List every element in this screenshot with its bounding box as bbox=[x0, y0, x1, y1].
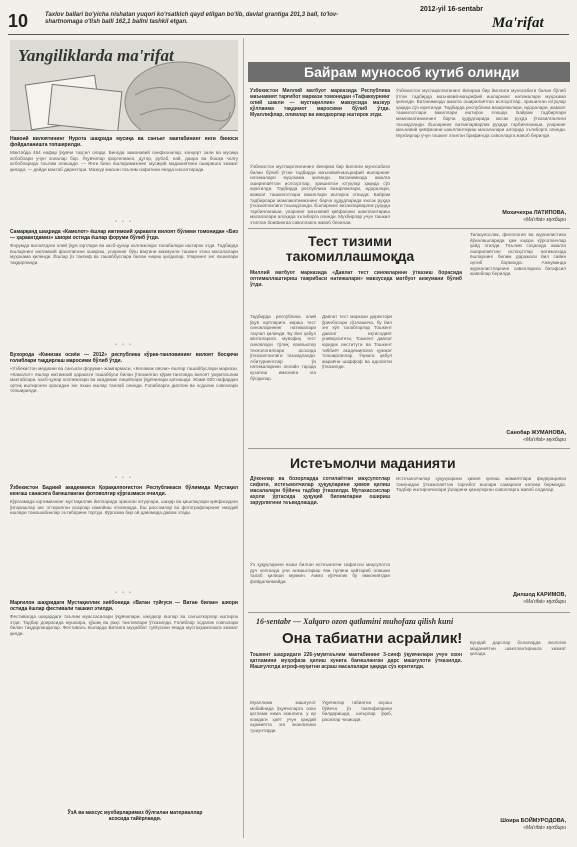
sidebar-logo bbox=[10, 40, 238, 131]
separator-stars: • • • bbox=[115, 591, 133, 596]
section-divider bbox=[248, 228, 570, 229]
article-byline: Шоира БОЙМУРОДОВА, bbox=[500, 818, 566, 824]
sidebar-item-title: Ўзбекистон Бадиий академияси Қорақалпоғистон Республикаси бўлимида Мустақил кенгаш санасига бағишланган фотоволгир кўргазмаси очилди. bbox=[10, 485, 238, 497]
sidebar-item-body: Фестивалда шаҳардаги таълим муассасалари ўқувчилари, ижодкор ёшлар ва санъаткорлар иштирок этди. Тадбир доирасида мушоира, қўшиқ ва рақс танловлари ўтказилди. Ғолиблар эсдалик совғалари билан тақдирландилар. Фестиваль ёшларда Ватанга муҳаббат туйғусини янада мустаҳкамлашга хизмат қилди. bbox=[10, 614, 238, 636]
sidebar-item-title: Навоий вилоятининг Нурота шаҳрида мусиқа ва санъат мактабининг янги биноси фойдаланишга топширилди. bbox=[10, 136, 238, 148]
article-body: Давлат тест маркази директори ўринбосари сўзлашича, бу йил энг кўп талабгорлар Тошкент давлат иқтисодиёт университети, Тошкент давлат юридик институти ва Тошкент тиббиёт академиясига ҳужжат топширганлар. Ўқишга қабул жараёни шаффоф ва адолатли ўтказилди. bbox=[322, 314, 392, 370]
sidebar-item-body: Форумда вилоятдаги олий ўқув юртлари ва касб-ҳунар коллежлари талабалари иштирок этди. Тадбирда ёшларнинг ижтимоий фаоллигини ошириш, уларнинг бўш вақтини мазмунли ташкил этиш масалалари муҳокама қилинди. Ёшлар ўз таклиф ва ташаббуслари билан чиқиш қилдилар. Уларнинг энг яхшилари тақдирланди. bbox=[10, 243, 238, 265]
newspaper-title: Ma'rifat bbox=[492, 15, 544, 31]
sidebar-item-title: Бухорода «Кинизак осиёи — 2012» республика кўрик-танловининг вилоят босқичи ғолиблари тақдирлаш маросими бўлиб ўтди. bbox=[10, 352, 238, 364]
article-body: Муаллима машғулот мобайнида ўқувчиларга озон қатлами нима эканлиги, у ер юзидаги ҳаёт учун қандай аҳамиятга эга эканлигини тушунтирди. bbox=[250, 700, 316, 733]
header-notice: Taxlov ballari bo'yicha nishatan yuqori ko'rsatkich qayd etilgan bo'lib, davlat grantiga 201,3 ball, to'lov-shartnomaga o'tish balli 162,1 ballni tashkil etgan. bbox=[45, 12, 339, 25]
sidebar-item-title: Марғилон шаҳридаги Мустақиллик хиёбонида «Ватан туйғуси — Ватан билан» шиори остида ёшлар фестивали ташкил этилди. bbox=[10, 600, 238, 612]
sidebar-logo-text: Yangiliklarda ma'rifat bbox=[18, 46, 174, 65]
issue-date: 2012-yil 16-sentabr bbox=[420, 6, 484, 13]
article-body: Ўқувчилар табиатни асраш бўйича ўз таклифларини билдиришди, шеърлар ўқиб, расмлар чизишди. bbox=[322, 700, 392, 722]
article-body: Ўз ҳуқуқларини яхши билган истеъмолчи сифатсиз маҳсулотга дуч келганда уни алмаштириш ёки пулини қайтариб олишни талаб қилиши мумкин. Аммо кўпчилик бу имкониятдан фойдаланмайди. bbox=[250, 562, 390, 584]
sidebar-item bbox=[10, 136, 238, 220]
sidebar-footer-note: ЎзА ва махсус мухбирларимиз бўлгилан материаллар асосида тайёрланди. bbox=[67, 810, 203, 822]
sidebar-item-body: Мактабда 464 нафар ўқувчи таҳсил олади. Бинода замонавий синфхоналар, концерт зали ва мусиқа асбоблари учун хоналар бор. Ўқувчилар фортепиано, дутор, рубоб, най, доира ва бошқа чолғу асбобларида таълим олишади. — Янги бино ёшларимизнинг мусиқий маданиятини оширишга хизмат қилади, — дейди мактаб директори. Мазкур маскан таълим сифатини янада юксалтиради. bbox=[10, 150, 238, 172]
sidebar-item-body: «Ўзбекистон медиани ва санъати форуми» жамғармаси, «Келажак овози» ёшлар ташаббуслари маркази, «Камолот» ёшлар ижтимоий ҳаракати ташаббуси билан ўтказилган кўрик-танловда вилоят умумтаълим мактаблари, касб-ҳунар коллежлари ва академик лицейлари ўқувчилари қатнашди. Жами 600 нафардан ортиқ иштирокчи орасидан энг яхши ишлар танлаб олинди. Ғолибларга диплом ва эсдалик совғалари топширилди. bbox=[10, 366, 238, 394]
sidebar-item bbox=[10, 229, 238, 343]
article-byline-sub: «Ma'rifat» мухбири bbox=[523, 437, 566, 443]
section-divider bbox=[248, 448, 570, 449]
page-number: 10 bbox=[8, 11, 29, 31]
sidebar-item bbox=[10, 600, 238, 698]
article-headline: Истеъмолчи маданияти bbox=[290, 455, 456, 471]
article-byline: Дилшод КАРИМОВ, bbox=[513, 592, 566, 598]
article-byline: Санобар ЖУМАНОВА, bbox=[506, 430, 566, 436]
header-divider bbox=[8, 34, 569, 35]
separator-stars: • • • bbox=[115, 220, 133, 225]
article-lead: Тошкент шаҳридаги 226-умумтаълим мактабининг 3-синф ўқувчилари учун озон қатламини муҳофаза қилиш кунига бағишланган дарс машғулоти ўтказилди. Машғулотда атроф-муҳитни асраш масалалари ҳақида сўз юритилди. bbox=[250, 652, 462, 670]
sidebar-item bbox=[10, 352, 238, 476]
article-byline-sub: «Ma'rifat» мухбири bbox=[523, 599, 566, 605]
article-headline: Байрам мунособ кутиб олинди bbox=[304, 64, 520, 80]
article-body: Ўзбекистон мустақиллигининг йигирма бир йиллиги муносабати билан бўлиб ўтган тадбирда маънавий-маърифий ишларнинг натижалари муҳокама қилинди. Ватанимизда амалга оширилаётган ислоҳотлар, эришилган ютуқлар ҳақида сўз юритилди. Тадбирда республика вазирликлари, идоралари, жамоат ташкилотлари вакиллари иштирок этишди. Байрам тадбирлари мамлакатимизнинг барча ҳудудларида юксак руҳда ўтказилганлиги таъкидланди. Ёшларнинг ватанпарварлик руҳида тарбияланиши, уларнинг маънавий қиёфасини шакллантириш масалалари алоҳида эътиборга олинди. Мухбирлар учун ташкил этилган брифингда саволларга жавоб берилди. bbox=[250, 164, 390, 224]
article-banner bbox=[248, 62, 570, 82]
article-byline-sub: «Ma'rifat» мухбири bbox=[523, 825, 566, 831]
article-kicker: 16-sentabr — Xalqaro ozon qatlamini muhofaza qilish kuni bbox=[256, 617, 454, 626]
article-lead: Дўконлар ва бозорларда сотилаётган маҳсулотлар сифати, истеъмолчилар ҳуқуқларини ҳимоя қилиш масалалари бўйича тадбир ўтказилди. Мутахассислар аҳоли ўртасида ҳуқуқий билимларни ошириш зарурлигини таъкидлашди. bbox=[250, 476, 390, 506]
section-divider bbox=[248, 612, 570, 613]
sidebar-news-list bbox=[10, 136, 238, 698]
article-headline: Она табиатни асрайлик! bbox=[282, 630, 463, 647]
article-byline-sub: «Ma'rifat» мухбири bbox=[523, 217, 566, 223]
article-body: Бундай дарслар болаларда экологик маданиятни шакллантиришга хизмат қилади. bbox=[470, 640, 566, 657]
separator-stars: • • • bbox=[115, 343, 133, 348]
article-byline: Мохичехра ЛАТИПОВА, bbox=[502, 210, 566, 216]
article-headline: Тест тизими такомиллашмоқда bbox=[285, 233, 415, 264]
sidebar-item-title: Самарқанд шаҳрида «Камолот» ёшлар ижтимоий ҳаракати вилоят бўлими томонидан «Биз — ҳаракатдамиз» шиори остида ёшлар форуми бўлиб ўтди. bbox=[10, 229, 238, 241]
article-body: Тадбирда республика олий ўқув юртларига кириш тест синовларининг натижалари таҳлил қилинди. Бу йил қабул квоталарига мувофиқ тест синовлари тўлиқ компьютер технологиялари асосида ўтказилганлиги таъкидланди. Абитуриентлар ўз натижаларини онлайн тарзда кузатиш имконига эга бўлдилар. bbox=[250, 314, 316, 381]
sidebar-item bbox=[10, 485, 238, 591]
sidebar-item-body: Кўргазмада юртимизнинг мустақиллик йилларида эришган ютуқлари, шаҳар ва қишлоқлари қиёфасидаги ўзгаришлар акс эттирилган асарлар намойиш этилмоқда. Ёш рассомлар ва фотографларнинг ижодий ишлари томошабинлар эътиборини тортди. Кўргазма бир ой давомида давом этади. bbox=[10, 499, 238, 516]
article-body-continued: Ўзбекистон мустақиллигининг йигирма бир йиллиги муносабати билан бўлиб ўтган тадбирда маънавий-маърифий ишларнинг натижалари муҳокама қилинди. Ватанимизда амалга оширилаётган ислоҳотлар, эришилган ютуқлар ҳақида сўз юритилди. Тадбирда республика вазирликлари, идоралари, жамоат ташкилотлари вакиллари иштирок этишди. Байрам тадбирлари мамлакатимизнинг барча ҳудудларида юксак руҳда ўтказилганлиги таъкидланди. Ёшларнинг ватанпарварлик руҳида тарбияланиши, уларнинг маънавий қиёфасини шакллантириш масалалари алоҳида эътиборга олинди. Мухбирлар учун ташкил этилган брифингда саволларга жавоб берилди. bbox=[396, 88, 566, 138]
article-body: Тилшунослик, филология ва журналистика йўналишларида ҳам юқори кўрсаткичлар қайд этилди. Таълим соҳасида амалга оширилаётган ислоҳотлар натижасида ёшларнинг билим даражаси йил сайин ортиб бормоқда. Анжуманда журналистларнинг саволларига батафсил жавоблар берилди. bbox=[470, 232, 566, 277]
article-lead: Ўзбекистон Миллий матбуот марказида Республика маънавият тарғибот маркази томонидан «Тафаккурнинг олий шакли — мустақиллик» мавзусида мазкур қўлланма тақдимот маросими бўлиб ўтди. Муаллифлар, олимлар ва ижодкорлар иштирок этди. bbox=[250, 88, 390, 118]
article-body: Истеъмолчилар ҳуқуқларини ҳимоя қилиш жамиятлари федерацияси томонидан ўтказилаётган тарғибот ишлари самарали натижа бермоқда. Тадбир иштирокчилари ўзларини қизиқтирган саволларга жавоб олдилар. bbox=[396, 476, 566, 493]
column-divider bbox=[243, 38, 244, 838]
separator-stars: • • • bbox=[115, 476, 133, 481]
article-lead: Миллий матбуот марказида «Давлат тест синовларини ўтказиш борасида оптималлаштириш тажрибаси натижалари» мавзусида матбуот анжумани бўлиб ўтди. bbox=[250, 270, 462, 288]
